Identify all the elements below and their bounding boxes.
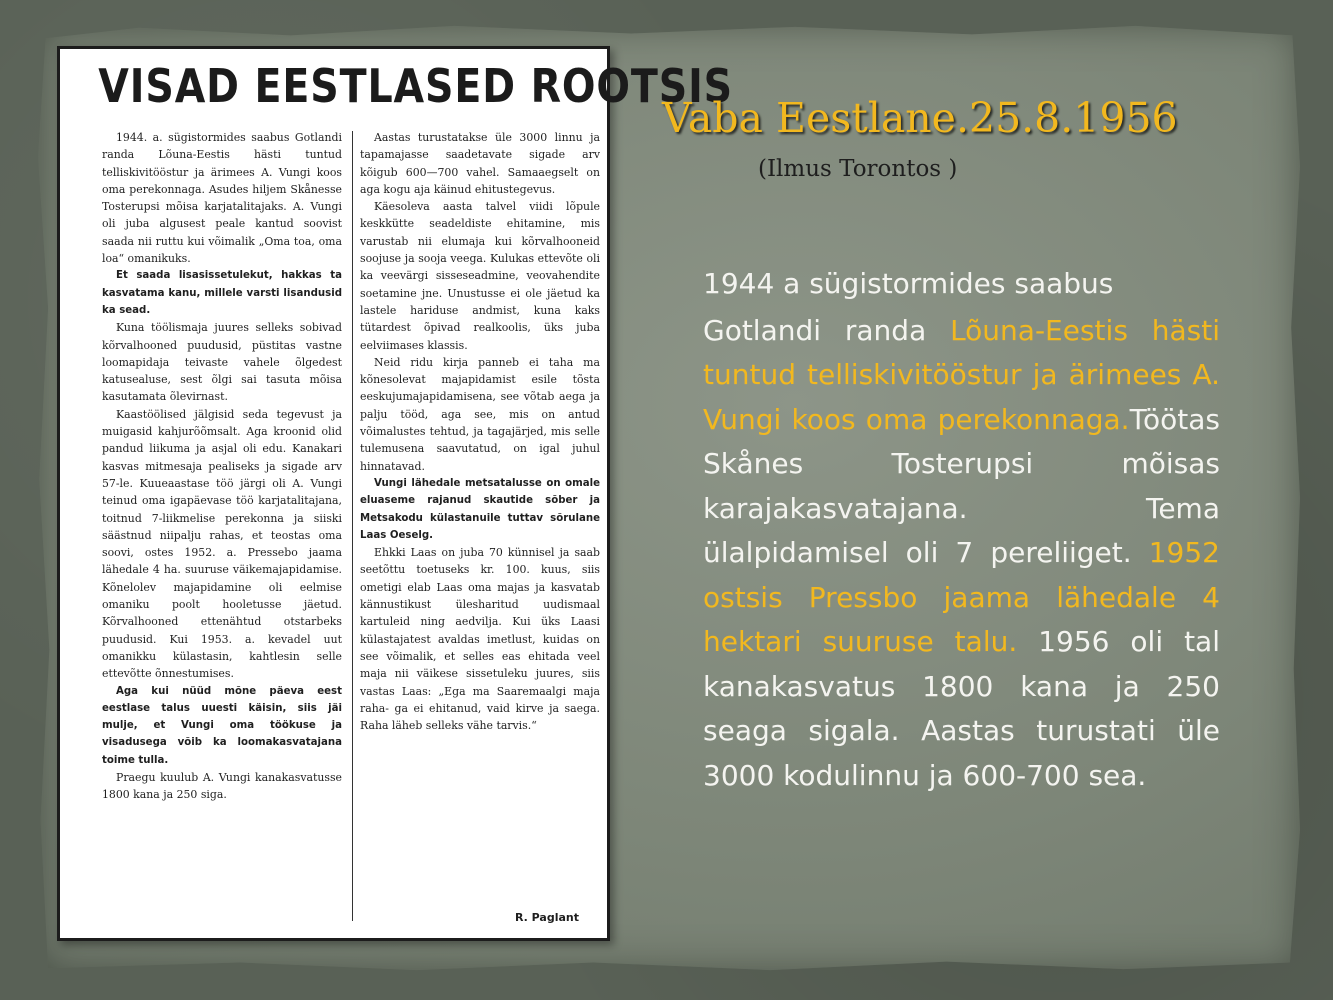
clipping-paragraph: Aga kui nüüd mõne päeva eest eestlase talus uuesti käisin, siis jäi mulje, et Vungi oma töökuse ja visadusega võib ka loomakasvatajana toime tulla.: [102, 685, 342, 766]
clipping-paragraph: Ehkki Laas on juba 70 künnisel ja saab seetõttu toetuseks kr. 100. kuus, siis ometigi elab Laas oma majas ja kasvatab kännustikust ülesharitud uudismaal kartuleid ning aedvilja. Kui üks Laasi külastajatest avaldas imetlust, kuidas on see võimalik, et selles eas ehitada veel maja nii väikese sissetuleku juures, siis vastas Laas: „Ega ma Saaremaalgi maja raha- ga ei ehitanud, vaid kirve ja saega. Raha läheb selleks vähe tarvis.“: [360, 546, 600, 733]
body-segment: Töötas Skånes Tosterupsi mõisas karajakasvatajana. Tema ülalpidamisel oli 7 pereliiget.: [703, 402, 1220, 569]
clipping-paragraph: Neid ridu kirja panneb ei taha ma kõnesolevat majapidamist esile tõsta eeskujumajapidamisena, see võtab aega ja palju tööd, aga see, mis on antud võimalustes tehtud, ja tagajärjed, mis selle tulemusena saavutatud, on igal juhul hinnatavad.: [360, 355, 600, 473]
body-segment-highlight: Lõuna-Eestis hästi tuntud telliskivitööstur ja ärimees A. Vungi koos oma perekonnaga.: [703, 313, 1220, 436]
body-segment: 1956 oli tal kanakasvatus 1800 kana ja 250 seaga sigala. Aastas turustati üle 3000 kodulinnu ja 600-700 sea.: [703, 625, 1220, 792]
clipping-signature: R. Paglant: [514, 911, 579, 924]
clipping-paragraph: Aastas turustatakse üle 3000 linnu ja tapamajasse saadetavate sigade arv kõigub 600—700 vahel. Samaaegselt on aga kogu aja käinud ehitustegevus.: [360, 131, 600, 196]
clipping-paragraph: Et saada lisasissetulekut, hakkas ta kasvatama kanu, millele varsti lisandusid ka sead.: [102, 270, 342, 316]
body-segment-highlight: 1952 ostsis Pressbo jaama lähedale 4 hektari suuruse talu.: [703, 536, 1220, 658]
clipping-column-2: [360, 129, 600, 734]
body-first-line: 1944 a sügistormides saabus: [703, 267, 1114, 300]
column-divider: [352, 131, 353, 921]
newspaper-clipping: [57, 46, 734, 941]
clipping-paragraph: 1944. a. sügistormides saabus Gotlandi randa Lõuna-Eestis hästi tuntud telliskivitööstur ja ärimees A. Vungi koos oma perekonnaga. Asudes hiljem Skånesse Tosterupsi mõisa karjatalitajaks. A. Vungi oli juba algusest peale kantud soovist saada nii ruttu kui võimalik „Oma toa, oma loa“ omanikuks.: [102, 131, 342, 266]
clipping-paragraph: Praegu kuulub A. Vungi kanakasvatusse 1800 kana ja 250 siga.: [102, 770, 342, 802]
slide-title: Vaba Eestlane.25.8.1956: [662, 94, 1178, 142]
clipping-paragraph: Kaastöölised jälgisid seda tegevust ja muigasid kahjurõõmsalt. Aga kroonid olid pandud liikuma ja asjal oli edu. Kanakari kasvas mitmesaja pealiseks ja sigade arv 57-le. Kuueaastase töö järgi oli A. Vungi teinud oma igapäevase töö karjatalitajana, toitnud 7-liikmelise perekonna ja siiski säästnud niipalju rahas, et teostas oma soovi, ostes 1952. a. Pressebo jaama lähedale 4 ha. suuruse väikemajapidamise. Kõnelolev majapidamine oli eelmise omaniku poolt hooletusse jäetud. Kõrvalhooned ettenähtud otstarbeks puudusid. Kui 1953. a. kevadel uut omanikku külastasin, kahtlesin selle ettevõtte õnnestumises.: [102, 407, 342, 681]
slide-body-text: [703, 262, 1220, 798]
clipping-headline: VISAD EESTLASED ROOTSIS: [98, 59, 734, 113]
clipping-paragraph: Käesoleva aasta talvel viidi lõpule keskkütte seadeldiste ehitamine, mis varustab nii elumaja kui kõrvalhooneid soojuse ja sooja veega. Kulukas ettevõte oli ka veevärgi sisseseadmine, veovahendite soetamine jne. Unustusse ei ole jäetud ka lastele hariduse andmist, kuna kaks tütardest õpivad realkoolis, üks juba eelviimases klassis.: [360, 200, 600, 352]
slide-subtitle: (Ilmus Torontos ): [758, 156, 958, 182]
clipping-paragraph: Kuna töölismaja juures selleks sobivad kõrvalhooned puudusid, püstitas vastne loomapidaja teivaste vahele õlgedest katusealuse, sest õlgi sai tasuta mõisa kasutamata õlevirnast.: [102, 321, 342, 404]
body-segment: Gotlandi randa: [703, 313, 951, 347]
clipping-column-1: [102, 129, 342, 804]
clipping-paragraph: Vungi lähedale metsatalusse on omale eluaseme rajanud skautide sõber ja Metsakodu külastanuile tuttav sõrulane Laas Oeselg.: [360, 477, 600, 541]
